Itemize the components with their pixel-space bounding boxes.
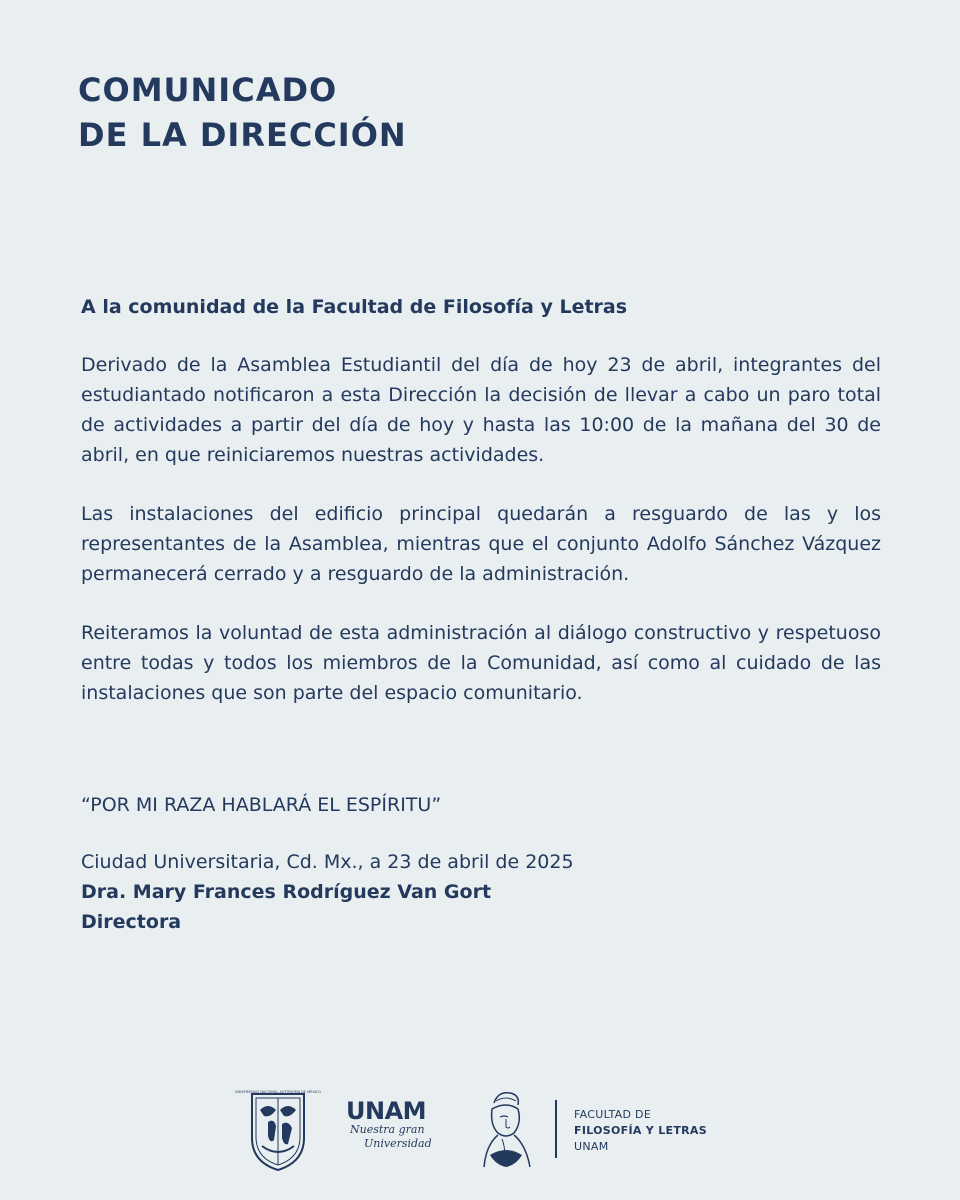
logo-divider <box>555 1100 557 1158</box>
closing-block <box>81 790 881 937</box>
unam-word: UNAM <box>346 1097 427 1125</box>
unam-shield-icon <box>234 1088 322 1172</box>
faculty-line-2: FILOSOFÍA Y LETRAS <box>574 1124 707 1137</box>
seal-text: UNIVERSIDAD NACIONAL AUTÓNOMA DE MÉXICO <box>234 1090 322 1094</box>
title-line-2: DE LA DIRECCIÓN <box>78 116 407 154</box>
athena-helmet-icon <box>476 1089 538 1171</box>
motto: “POR MI RAZA HABLARÁ EL ESPÍRITU” <box>81 794 442 816</box>
faculty-name <box>574 1107 707 1155</box>
page-title <box>78 68 407 158</box>
paragraph-3: Reiteramos la voluntad de esta administración al diálogo constructivo y respetuoso entre todas y todos los miembros de la Comunidad, así como al cuidado de las instalaciones que son parte del espacio comunitario. <box>81 622 881 704</box>
paragraph-2: Las instalaciones del edificio principal quedarán a resguardo de las y los representantes de la Asamblea, mientras que el conjunto Adolfo Sánchez Vázquez permanecerá cerrado y a resguardo de la administración. <box>81 503 881 585</box>
place-date: Ciudad Universitaria, Cd. Mx., a 23 de abril de 2025 <box>81 851 574 873</box>
signer-name: Dra. Mary Frances Rodríguez Van Gort <box>81 881 492 903</box>
paragraph-1: Derivado de la Asamblea Estudiantil del día de hoy 23 de abril, integrantes del estudiantado notificaron a esta Dirección la decisión de llevar a cabo un paro total de actividades a partir del día de hoy y hasta las 10:00 de la mañana del 30 de abril, en que reiniciaremos nuestras actividades. <box>81 354 881 466</box>
unam-tagline-1: Nuestra gran <box>350 1123 425 1136</box>
letter-body <box>81 292 881 737</box>
signer-role: Directora <box>81 911 182 933</box>
footer-logos <box>0 1085 960 1175</box>
faculty-line-3: UNAM <box>574 1140 609 1153</box>
unam-tagline-2: Universidad <box>364 1137 432 1150</box>
faculty-line-1: FACULTAD DE <box>574 1108 652 1121</box>
unam-wordmark <box>346 1099 438 1161</box>
greeting: A la comunidad de la Facultad de Filosofía y Letras <box>81 296 628 318</box>
title-line-1: COMUNICADO <box>78 71 338 109</box>
